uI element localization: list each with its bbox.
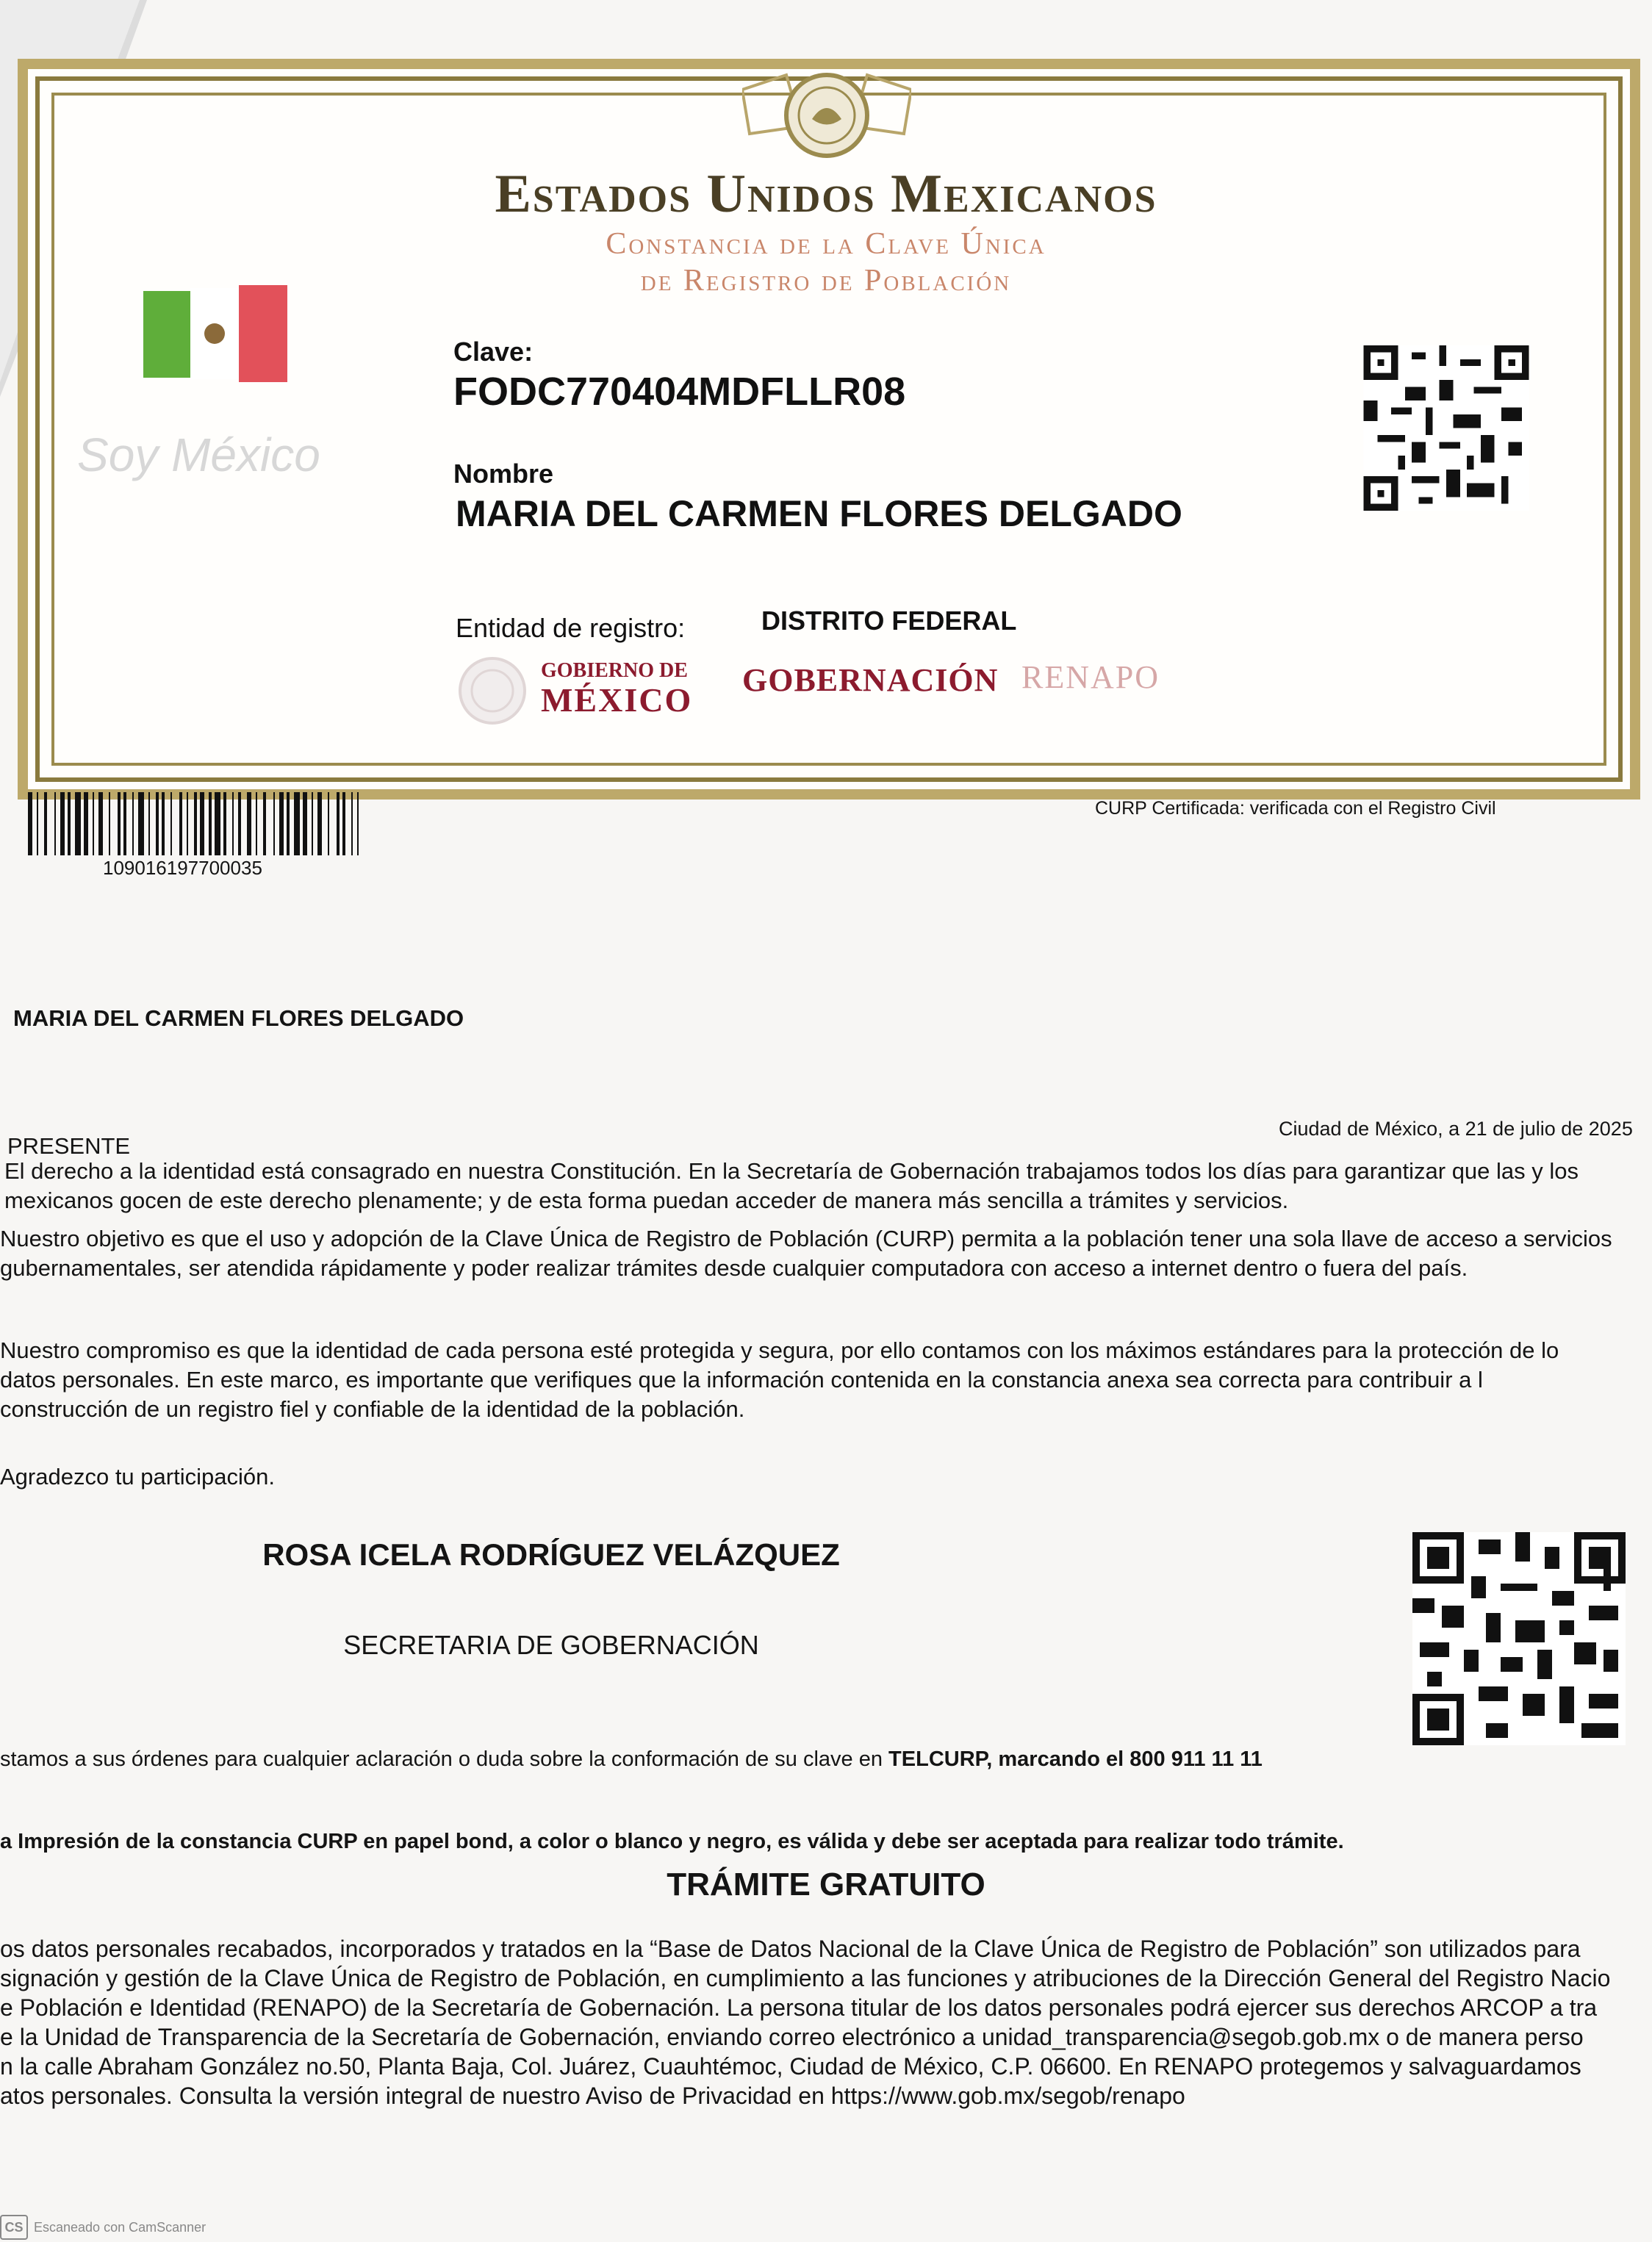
paragraph-4: Agradezco tu participación. — [0, 1464, 275, 1490]
gobierno-logo-line1: GOBIERNO DE — [541, 659, 688, 682]
paragraph-3-line-1: Nuestro compromiso es que la identidad de cada persona esté protegida y segura, por ello contamos con los máximos estándares para la protección de lo — [0, 1337, 1559, 1363]
privacy-line-5: n la calle Abraham González no.50, Planta Baja, Col. Juárez, Cuauhtémoc, Ciudad de México, C.P. 06600. En RENAPO protegemos y salvaguardamos — [0, 2053, 1581, 2080]
camscanner-logo-icon: CS — [0, 2215, 28, 2240]
barcode-number: 109016197700035 — [103, 857, 262, 879]
paragraph-2-line-2: gubernamentales, ser atendida rápidamente y poder realizar trámites desde cualquier computadora con acceso a internet dentro o fuera del país. — [0, 1255, 1468, 1281]
letter-recipient: MARIA DEL CARMEN FLORES DELGADO — [13, 1005, 464, 1031]
curp-certificada-note: CURP Certificada: verificada con el Registro Civil — [1095, 798, 1496, 819]
paragraph-1 — [0, 1157, 1652, 1215]
gobierno-emblem-icon — [456, 654, 529, 727]
entidad-value: DISTRITO FEDERAL — [761, 606, 1017, 636]
telcurp-note — [0, 1747, 1263, 1772]
impresion-note: a Impresión de la constancia CURP en papel bond, a color o blanco y negro, es válida y debe ser aceptada para realizar todo trámite. — [0, 1830, 1344, 1853]
nombre-label: Nombre — [453, 459, 554, 489]
privacy-line-4: e la Unidad de Transparencia de la Secretaría de Gobernación, enviando correo electrónico a unidad_transparencia@segob.gob.mx o de manera perso — [0, 2024, 1584, 2050]
paragraph-2-line-1: Nuestro objetivo es que el uso y adopción de la Clave Única de Registro de Población (CURP) permita a la población tener una sola llave de acceso a servicios — [0, 1226, 1612, 1251]
qr-code-icon — [1412, 1532, 1626, 1745]
header-subtitle-1: Constancia de la Clave Única — [606, 227, 1046, 261]
paragraph-3 — [0, 1336, 1652, 1424]
letter-presente: PRESENTE — [7, 1133, 131, 1159]
privacy-line-3: e Población e Identidad (RENAPO) de la Secretaría de Gobernación. La persona titular de los datos personales podrá ejercer sus derechos ARCOP a tra — [0, 1994, 1598, 2021]
signer-role: SECRETARIA DE GOBERNACIÓN — [343, 1630, 759, 1660]
camscanner-watermark — [0, 2215, 206, 2240]
barcode-icon — [28, 792, 359, 855]
mexico-flag-icon — [143, 285, 287, 388]
entidad-label: Entidad de registro: — [456, 613, 686, 643]
paragraph-1-line-1: El derecho a la identidad está consagrado en nuestra Constitución. En la Secretaría de Gobernación trabajamos todos los días para garantizar que las y los — [4, 1158, 1579, 1184]
paragraph-1-line-2: mexicanos gocen de este derecho plenamente; y de esta forma puedan acceder de manera más sencilla a trámites y servicios. — [4, 1188, 1289, 1213]
soy-mexico-watermark: Soy México — [77, 428, 320, 481]
clave-value: FODC770404MDFLLR08 — [453, 370, 906, 414]
nombre-value: MARIA DEL CARMEN FLORES DELGADO — [456, 493, 1182, 534]
telcurp-note-text: stamos a sus órdenes para cualquier aclaración o duda sobre la conformación de su clave en — [0, 1747, 889, 1771]
privacy-notice — [0, 1934, 1652, 2110]
clave-label: Clave: — [453, 337, 534, 367]
mexico-seal-icon — [742, 60, 911, 170]
paragraph-2 — [0, 1224, 1652, 1283]
paragraph-3-line-2: datos personales. En este marco, es importante que verifiques que la información contenida en la constancia anexa sea correcta para contribuir a l — [0, 1367, 1483, 1393]
gobierno-logo-line2: MÉXICO — [541, 681, 693, 719]
qr-code-icon — [1358, 345, 1534, 511]
gobernacion-logo: GOBERNACIÓN — [742, 662, 999, 698]
privacy-line-6: atos personales. Consulta la versión integral de nuestro Aviso de Privacidad en https://www.gob.mx/segob/renapo — [0, 2083, 1185, 2109]
camscanner-text: Escaneado con CamScanner — [34, 2219, 206, 2235]
privacy-line-1: os datos personales recabados, incorporados y tratados en la “Base de Datos Nacional de la Clave Única de Registro de Población” son utilizados para — [0, 1936, 1581, 1962]
signer-name: ROSA ICELA RODRÍGUEZ VELÁZQUEZ — [262, 1537, 840, 1572]
privacy-line-2: signación y gestión de la Clave Única de Registro de Población, en cumplimiento a las funciones y atribuciones de la Dirección General del Registro Nacio — [0, 1965, 1611, 1991]
gobierno-de-mexico-logo — [541, 660, 692, 719]
tramite-gratuito: TRÁMITE GRATUITO — [667, 1866, 985, 1903]
letter-date: Ciudad de México, a 21 de julio de 2025 — [1279, 1118, 1633, 1140]
paragraph-3-line-3: construcción de un registro fiel y confiable de la identidad de la población. — [0, 1396, 745, 1422]
renapo-logo: RENAPO — [1021, 659, 1160, 695]
header-subtitle-2: de Registro de Población — [640, 264, 1012, 298]
header-title: Estados Unidos Mexicanos — [495, 164, 1157, 224]
telcurp-phone: TELCURP, marcando el 800 911 11 11 — [888, 1747, 1263, 1771]
